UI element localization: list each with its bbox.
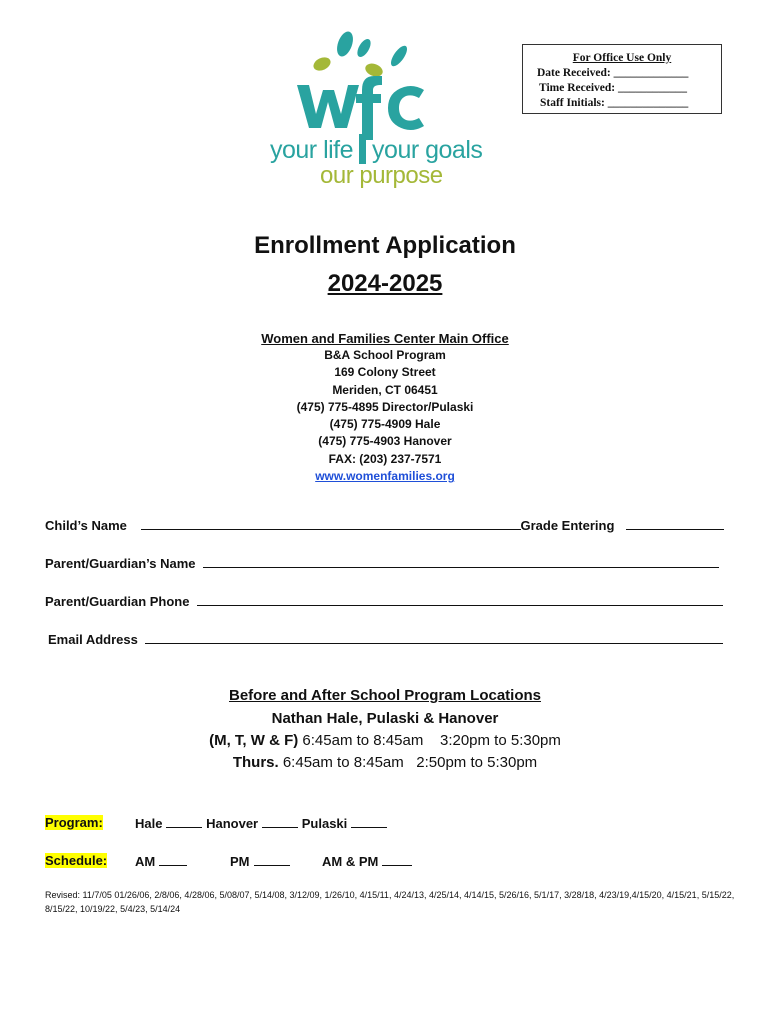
parent-phone-row <box>45 592 723 609</box>
mtwf-schedule <box>0 732 770 749</box>
thurs-schedule <box>0 754 770 771</box>
schedule-row <box>45 852 107 870</box>
grade-entering-label: Grade Entering <box>520 518 615 533</box>
schedule-pm-blank[interactable] <box>254 852 290 866</box>
address-line: (475) 775-4909 Hale <box>329 417 441 432</box>
program-hanover-blank[interactable] <box>262 814 298 828</box>
mtwf-days: (M, T, W & F) <box>209 732 299 749</box>
schedule-am-blank[interactable] <box>159 852 187 866</box>
parent-phone-label: Parent/Guardian Phone <box>45 594 190 609</box>
locations-schools: Nathan Hale, Pulaski & Hanover <box>271 710 499 727</box>
thurs-day: Thurs. <box>232 754 279 771</box>
parent-phone-field[interactable] <box>197 592 723 606</box>
program-pulaski-blank[interactable] <box>351 814 387 828</box>
office-use-box <box>522 44 722 114</box>
address-line: (475) 775-4903 Hanover <box>318 434 452 449</box>
email-row <box>48 630 723 647</box>
schedule-label: Schedule: <box>45 853 108 868</box>
date-received-field: Date Received: _____________ <box>537 67 689 79</box>
office-address <box>0 347 770 485</box>
revision-history: Revised: 11/7/05 01/26/06, 2/8/06, 4/28/06, 5/08/07, 5/14/08, 3/12/09, 1/26/10, 4/15/11, 4/24/13, 4/25/14, 4/14/15, 5/26/16, 5/1/17, 3/28/18, 4/23/19,4/15/20, 4/15/21, 5/15/22, 8/15/22, 10/19/22, 5/4/23, 5/14/24 <box>45 890 735 914</box>
school-year: 2024-2025 <box>327 270 443 297</box>
child-name-row <box>45 516 724 533</box>
schedule-pm <box>230 852 290 869</box>
staff-initials-field: Staff Initials: ______________ <box>540 97 689 109</box>
schedule-option-am-pm: AM & PM <box>322 854 379 869</box>
schedule-option-pm: PM <box>230 854 250 869</box>
wfc-logo <box>262 30 512 195</box>
logo-tagline-2: our purpose <box>320 162 443 189</box>
program-row <box>45 814 103 832</box>
website-link[interactable]: www.womenfamilies.org <box>315 469 455 484</box>
program-option-hanover: Hanover <box>206 816 259 831</box>
program-option-pulaski: Pulaski <box>301 816 348 831</box>
schedule-am-pm-blank[interactable] <box>382 852 412 866</box>
office-name: Women and Families Center Main Office <box>261 331 509 346</box>
time-received-field: Time Received: ____________ <box>539 82 687 94</box>
email-field[interactable] <box>145 630 723 644</box>
program-options <box>135 814 387 831</box>
mtwf-times: 6:45am to 8:45am 3:20pm to 5:30pm <box>302 732 561 749</box>
thurs-times: 6:45am to 8:45am 2:50pm to 5:30pm <box>282 754 538 771</box>
wfc-logo-mark <box>262 30 512 140</box>
address-line: Meriden, CT 06451 <box>332 382 438 397</box>
schedule-am <box>135 852 187 869</box>
address-line: (475) 775-4895 Director/Pulaski <box>296 399 474 414</box>
program-label: Program: <box>45 815 103 830</box>
office-use-title: For Office Use Only <box>572 52 672 64</box>
grade-entering-field[interactable] <box>626 516 724 530</box>
schedule-option-am: AM <box>135 854 156 869</box>
program-option-hale: Hale <box>135 816 163 831</box>
parent-name-label: Parent/Guardian’s Name <box>45 556 196 571</box>
parent-name-row <box>45 554 719 571</box>
address-line: 169 Colony Street <box>334 365 436 380</box>
program-hale-blank[interactable] <box>166 814 202 828</box>
email-label: Email Address <box>48 632 138 647</box>
address-line: B&A School Program <box>324 348 446 362</box>
child-name-label: Child’s Name <box>45 518 127 533</box>
parent-name-field[interactable] <box>203 554 719 568</box>
address-line: FAX: (203) 237-7571 <box>328 451 442 466</box>
schedule-am-pm <box>322 852 412 869</box>
locations-title: Before and After School Program Locations <box>229 687 541 704</box>
child-name-field[interactable] <box>141 516 521 530</box>
page-title: Enrollment Application <box>254 232 516 259</box>
logo-tagline-1: your life your goals <box>270 136 483 164</box>
